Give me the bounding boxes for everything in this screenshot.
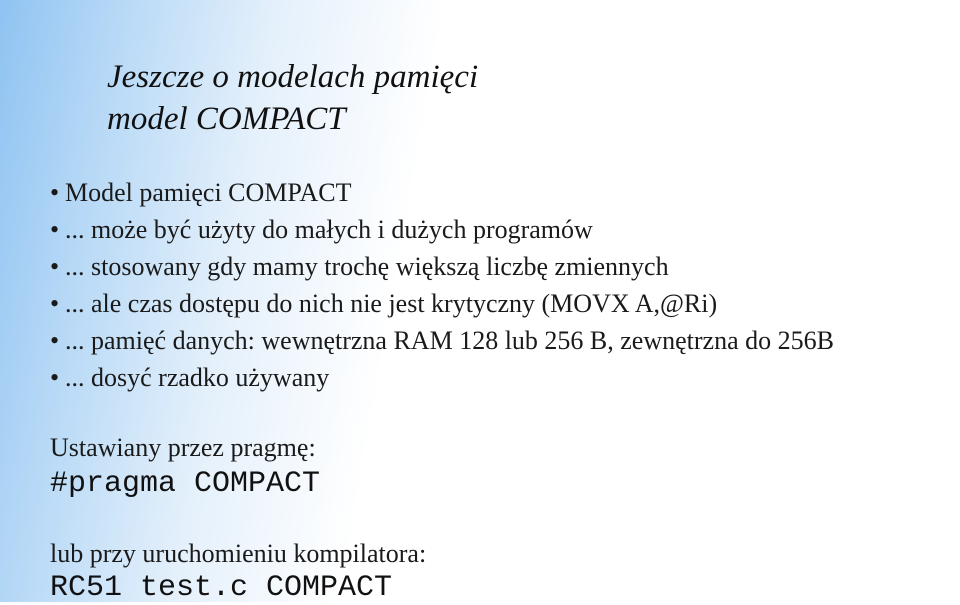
bullet-text: ... może być użyty do małych i dużych programów <box>65 215 593 244</box>
bullet-dot: • <box>50 289 60 318</box>
pragma-code: #pragma COMPACT <box>50 467 321 501</box>
bullet-dot: • <box>50 215 60 244</box>
bullet-item <box>50 359 834 396</box>
bullet-dot: • <box>50 252 60 281</box>
bullet-dot: • <box>50 363 60 392</box>
bullet-dot: • <box>50 326 60 355</box>
bullet-text: Model pamięci COMPACT <box>65 178 352 207</box>
bullet-text: ... pamięć danych: wewnętrzna RAM 128 lub 256 B, zewnętrzna do 256B <box>65 326 834 355</box>
title-line-1: Jeszcze o modelach pamięci <box>107 59 479 95</box>
bullet-item <box>50 174 834 211</box>
bullet-list <box>50 174 834 396</box>
bullet-text: ... ale czas dostępu do nich nie jest krytyczny (MOVX A,@Ri) <box>65 289 718 318</box>
bullet-item <box>50 211 834 248</box>
bullet-text: ... stosowany gdy mamy trochę większą liczbę zmiennych <box>65 252 669 281</box>
bullet-item <box>50 285 834 322</box>
bullet-text: ... dosyć rzadko używany <box>65 363 330 392</box>
bullet-item <box>50 248 834 285</box>
slide-title <box>107 56 478 140</box>
compiler-label: lub przy uruchomieniu kompilatora: <box>50 539 427 568</box>
pragma-label: Ustawiany przez pragmę: <box>50 433 316 462</box>
title-line-2: model COMPACT <box>107 101 346 137</box>
compiler-code: RC51 test.c COMPACT <box>50 571 393 605</box>
bullet-item <box>50 322 834 359</box>
bullet-dot: • <box>50 178 60 207</box>
